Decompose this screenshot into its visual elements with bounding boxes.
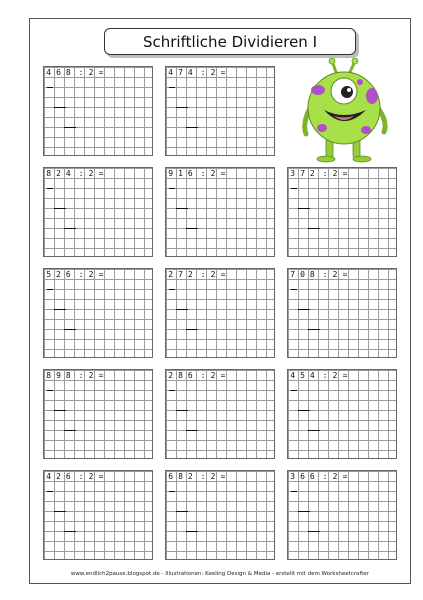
task-equation: 366 : 2 = <box>290 472 348 481</box>
step-line <box>308 430 320 431</box>
task-equation: 916 : 2 = <box>168 169 226 178</box>
task-grid-4[interactable] <box>165 167 275 257</box>
divisor: 2 <box>332 169 338 178</box>
step-line <box>54 309 66 310</box>
step-line <box>47 390 53 391</box>
step-line <box>47 87 53 88</box>
step-line <box>54 410 66 411</box>
step-line <box>186 430 198 431</box>
step-line <box>54 107 66 108</box>
divisor: 2 <box>88 472 94 481</box>
task-grid-12[interactable] <box>43 470 153 560</box>
task-equation: 898 : 2 = <box>46 371 104 380</box>
dividend: 468 <box>46 68 76 77</box>
divisor: 2 <box>210 169 216 178</box>
page-title: Schriftliche Dividieren I <box>104 28 356 55</box>
dividend: 372 <box>290 169 320 178</box>
footer-credit: www.endlich2pause.blogspot.de - Illustrationen: Keeling Design & Media - erstellt mit dem Worksheetcrafter <box>70 571 370 577</box>
dividend: 916 <box>168 169 198 178</box>
dividend: 824 <box>46 169 76 178</box>
dividend: 474 <box>168 68 198 77</box>
task-equation: 426 : 2 = <box>46 472 104 481</box>
divisor: 2 <box>88 68 94 77</box>
step-line <box>291 390 297 391</box>
step-line <box>186 329 198 330</box>
step-line <box>169 491 175 492</box>
divisor: 2 <box>210 270 216 279</box>
step-line <box>47 491 53 492</box>
dividend: 426 <box>46 472 76 481</box>
step-line <box>169 390 175 391</box>
step-line <box>298 208 310 209</box>
step-line <box>291 289 297 290</box>
task-equation: 454 : 2 = <box>290 371 348 380</box>
task-grid-10[interactable] <box>165 369 275 459</box>
divisor: 2 <box>332 371 338 380</box>
divisor: 2 <box>88 270 94 279</box>
dividend: 272 <box>168 270 198 279</box>
dividend: 454 <box>290 371 320 380</box>
task-grid-7[interactable] <box>165 268 275 358</box>
task-grid-2[interactable] <box>165 66 275 156</box>
step-line <box>186 228 198 229</box>
task-equation: 682 : 2 = <box>168 472 226 481</box>
step-line <box>186 531 198 532</box>
divisor: 2 <box>210 472 216 481</box>
divisor: 2 <box>88 371 94 380</box>
step-line <box>186 127 198 128</box>
divisor: 2 <box>210 371 216 380</box>
step-line <box>176 309 188 310</box>
step-line <box>169 289 175 290</box>
step-line <box>64 531 76 532</box>
step-line <box>64 228 76 229</box>
task-grid-11[interactable] <box>287 369 397 459</box>
step-line <box>298 309 310 310</box>
step-line <box>64 329 76 330</box>
task-grid-5[interactable] <box>287 167 397 257</box>
dividend: 366 <box>290 472 320 481</box>
dividend: 526 <box>46 270 76 279</box>
task-grid-14[interactable] <box>287 470 397 560</box>
green-monster-illustration <box>300 58 390 168</box>
task-grid-3[interactable] <box>43 167 153 257</box>
step-line <box>64 430 76 431</box>
task-grid-8[interactable] <box>287 268 397 358</box>
divisor: 2 <box>332 270 338 279</box>
step-line <box>176 107 188 108</box>
task-grid-1[interactable] <box>43 66 153 156</box>
step-line <box>54 511 66 512</box>
step-line <box>64 127 76 128</box>
task-equation: 708 : 2 = <box>290 270 348 279</box>
step-line <box>308 329 320 330</box>
step-line <box>169 188 175 189</box>
task-grid-6[interactable] <box>43 268 153 358</box>
step-line <box>308 228 320 229</box>
task-grid-13[interactable] <box>165 470 275 560</box>
step-line <box>47 289 53 290</box>
task-equation: 286 : 2 = <box>168 371 226 380</box>
step-line <box>298 410 310 411</box>
step-line <box>176 410 188 411</box>
task-equation: 526 : 2 = <box>46 270 104 279</box>
step-line <box>47 188 53 189</box>
task-equation: 474 : 2 = <box>168 68 226 77</box>
task-grid-9[interactable] <box>43 369 153 459</box>
dividend: 708 <box>290 270 320 279</box>
task-equation: 372 : 2 = <box>290 169 348 178</box>
step-line <box>54 208 66 209</box>
step-line <box>291 188 297 189</box>
divisor: 2 <box>332 472 338 481</box>
task-equation: 272 : 2 = <box>168 270 226 279</box>
dividend: 682 <box>168 472 198 481</box>
step-line <box>291 491 297 492</box>
dividend: 898 <box>46 371 76 380</box>
divisor: 2 <box>210 68 216 77</box>
step-line <box>298 511 310 512</box>
divisor: 2 <box>88 169 94 178</box>
step-line <box>176 511 188 512</box>
step-line <box>308 531 320 532</box>
dividend: 286 <box>168 371 198 380</box>
step-line <box>176 208 188 209</box>
task-equation: 468 : 2 = <box>46 68 104 77</box>
task-equation: 824 : 2 = <box>46 169 104 178</box>
step-line <box>169 87 175 88</box>
